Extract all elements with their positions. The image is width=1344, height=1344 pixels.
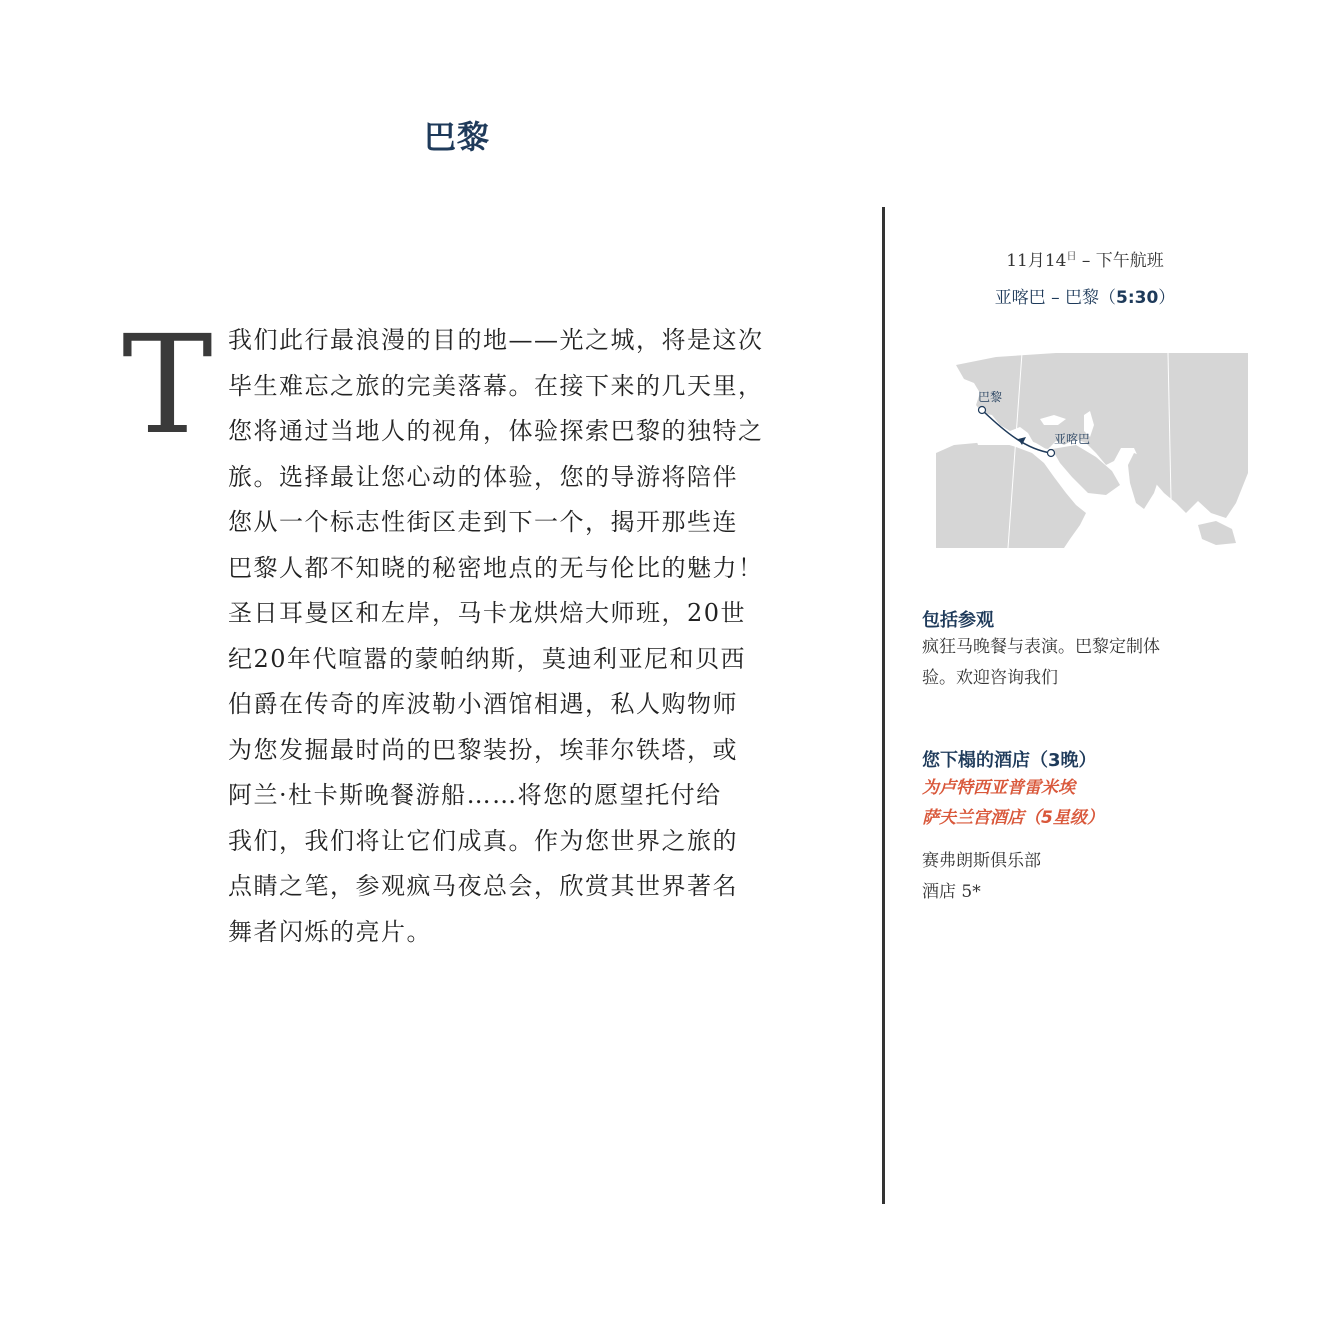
article-line: 为您发掘最时尚的巴黎装扮，埃菲尔铁塔，或 (228, 735, 738, 764)
hotel-alt-line: 赛弗朗斯俱乐部 (922, 851, 1041, 871)
included-line: 验。欢迎咨询我们 (922, 668, 1058, 688)
flight-date-suffix: 日 (1066, 251, 1077, 263)
article-line: 我们，我们将让它们成真。作为您世界之旅的 (228, 826, 738, 855)
hotel-alt-line: 酒店 5* (922, 882, 981, 902)
included-line: 疯狂马晚餐与表演。巴黎定制体 (922, 637, 1160, 657)
article-line: 我们此行最浪漫的目的地——光之城，将是这次 (228, 326, 764, 354)
article-line: 您将通过当地人的视角，体验探索巴黎的独特之 (228, 417, 764, 445)
flight-date-rest: – 下午航班 (1076, 251, 1164, 271)
hotel-name-line: 萨夫兰宫酒店（5星级） (922, 808, 1104, 828)
article-line: 伯爵在传奇的库波勒小酒馆相遇，私人购物师 (228, 690, 738, 718)
paris-marker (979, 407, 986, 414)
aqaba-map-label: 亚喀巴 (1054, 432, 1091, 446)
article-line: 点睛之笔，参观疯马夜总会，欣赏其世界著名 (228, 872, 738, 900)
column-divider (882, 207, 885, 1204)
included-text (922, 632, 1160, 694)
included-heading: 包括参观 (922, 610, 994, 631)
aqaba-marker (1048, 450, 1055, 457)
article-line: 旅。选择最让您心动的体验，您的导游将陪伴 (228, 462, 738, 491)
article-line: 圣日耳曼区和左岸，马卡龙烘焙大师班，20世 (228, 599, 747, 627)
article-line: 毕生难忘之旅的完美落幕。在接下来的几天里， (228, 371, 764, 400)
paris-map-label: 巴黎 (978, 390, 1003, 404)
flight-route (940, 283, 1230, 308)
flight-date (940, 246, 1230, 271)
article-line: 舞者闪烁的亮片。 (228, 917, 432, 946)
article-body (228, 318, 818, 955)
flight-date-day: 11月14 (1006, 251, 1067, 271)
article-line: 巴黎人都不知晓的秘密地点的无与伦比的魅力！ (228, 553, 764, 582)
hotel-alt (922, 846, 1041, 908)
hotel-heading: 您下榻的酒店（3晚） (922, 750, 1097, 771)
route-map (936, 353, 1248, 548)
drop-cap: T (122, 307, 213, 465)
hotel-name-line: 为卢特西亚普雷米埃 (922, 778, 1075, 798)
article-line: 您从一个标志性街区走到下一个，揭开那些连 (228, 508, 738, 536)
page-title: 巴黎 (424, 118, 491, 156)
flight-duration: 5:30 (1116, 288, 1159, 308)
article-line: 阿兰·杜卡斯晚餐游船……将您的愿望托付给 (228, 781, 722, 809)
flight-route-close: ） (1158, 288, 1176, 308)
hotel-name (922, 773, 1104, 833)
flight-route-cities: 亚喀巴 – 巴黎（ (994, 288, 1116, 308)
article-line: 纪20年代喧嚣的蒙帕纳斯，莫迪利亚尼和贝西 (228, 644, 747, 673)
